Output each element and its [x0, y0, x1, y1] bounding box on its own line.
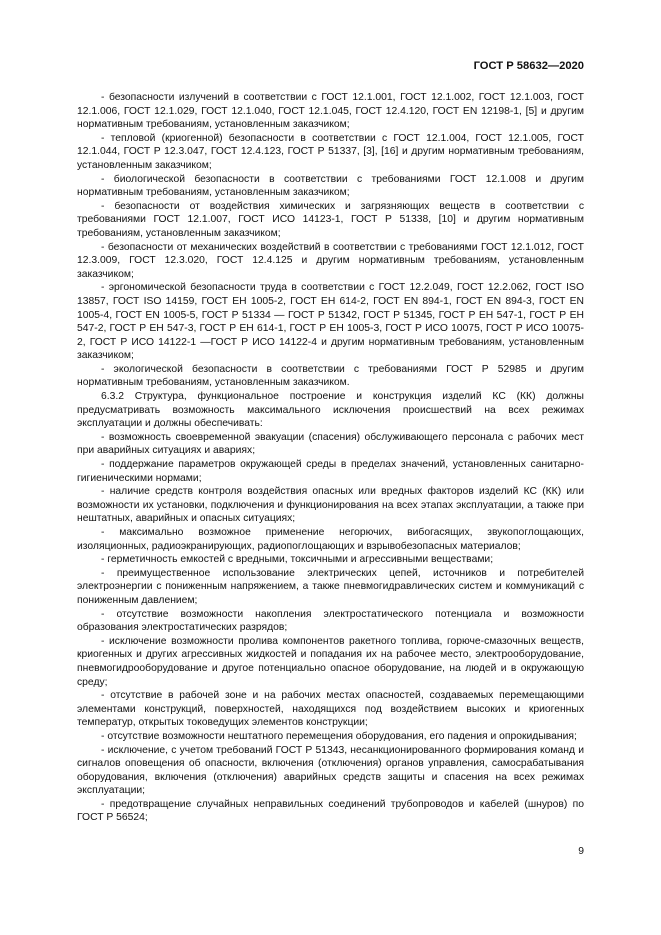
paragraph: - герметичность емкостей с вредными, токсичными и агрессивными веществами; [101, 554, 494, 566]
paragraph: - возможность своевременной эвакуации (спасения) обслуживающего персонала с рабочих мест при аварийных ситуациях и авариях; [77, 431, 584, 457]
paragraph: - безопасности от механических воздействий в соответствии с требованиями ГОСТ 12.1.012, ГОСТ 12.3.009, ГОСТ 12.3.020, ГОСТ 12.4.125 и другим нормативным требованиям, установленным заказчиком; [77, 241, 584, 280]
page-number: 9 [578, 846, 584, 857]
body-text [77, 91, 584, 825]
paragraph: - отсутствие возможности накопления электростатического потенциала и возможности образования электростатических разрядов; [77, 608, 584, 634]
paragraph: - отсутствие возможности нештатного перемещения оборудования, его падения и опрокидывания; [101, 730, 577, 742]
paragraph: - поддержание параметров окружающей среды в пределах значений, установленных санитарно-гигиеническими нормами; [77, 459, 584, 484]
paragraph: - тепловой (криогенной) безопасности в соответствии с ГОСТ 12.1.004, ГОСТ 12.1.005, ГОСТ 12.1.044, ГОСТ Р 12.3.047, ГОСТ 12.4.123, ГОСТ Р 51337, [3], [16] и другим нормативным требованиям, установленным заказчиком; [77, 132, 584, 171]
paragraph: - преимущественное использование электрических цепей, источников и потребителей электроэнергии с пониженным напряжением, а также пневмогидравлических систем и коммуникаций с пониженным давлением; [77, 567, 584, 606]
section-paragraph: 6.3.2 Структура, функциональное построение и конструкция изделий КС (КК) должны предусматривать возможность максимального исключения происшествий на всех режимах эксплуатации и должны обеспечивать: [77, 391, 584, 430]
paragraph: - безопасности от воздействия химических и загрязняющих веществ в соответствии с требованиями ГОСТ 12.1.007, ГОСТ ИСО 14123-1, ГОСТ Р 51338, [10] и другим нормативным требованиям, установленным заказчиком; [77, 200, 584, 239]
paragraph: - отсутствие в рабочей зоне и на рабочих местах опасностей, создаваемых перемещающими элементами конструкций, поверхностей, находящихся под воздействием высоких и криогенных температур, открытых токоведущих элементов конструкции; [77, 690, 584, 729]
paragraph: - наличие средств контроля воздействия опасных или вредных факторов изделий КС (КК) или возможности их установки, подключения и функционирования на всех этапах эксплуатации, а также при нештатных, аварийных и опасных ситуациях; [77, 486, 584, 525]
paragraph: - максимально возможное применение негорючих, вибогасящих, звукопоглощающих, изоляционных, радиоэкранирующих, радиопоглощающих и взрывобезопасных материалов; [77, 527, 584, 552]
paragraph: - исключение, с учетом требований ГОСТ Р 51343, несанкционированного формирования команд и сигналов оповещения об опасности, включения (отключения) органов управления, самосрабатывания оборудования, включения (отключения) аварийных средств защиты и спасения на всех режимах эксплуатации; [77, 744, 584, 797]
paragraph: - экологической безопасности в соответствии с требованиями ГОСТ Р 52985 и другим нормативным требованиям, установленным заказчиком. [77, 363, 584, 389]
paragraph: - исключение возможности пролива компонентов ракетного топлива, горюче-смазочных веществ, криогенных и других агрессивных жидкостей и попадания их на рабочее место, электрооборудование, пневмогидрооборудование и другое потенциально опасное оборудование, на людей и в окружающую среду; [77, 635, 584, 688]
document-id-header: ГОСТ Р 58632—2020 [473, 60, 584, 72]
paragraph: - эргономической безопасности труда в соответствии с ГОСТ 12.2.049, ГОСТ 12.2.062, ГОСТ ISO 13857, ГОСТ ISO 14159, ГОСТ ЕН 1005-2, ГОСТ ЕН 614-2, ГОСТ EN 894-1, ГОСТ EN 894-3, ГОСТ EN 1005-4, ГОСТ EN 1005-5, ГОСТ Р 51334 — ГОСТ Р 51342, ГОСТ Р 51345, ГОСТ Р ЕН 547-1, ГОСТ Р ЕН 547-2, ГОСТ Р ЕН 547-3, ГОСТ Р ЕН 614-1, ГОСТ Р ЕН 1005-3, ГОСТ Р ИСО 10075, ГОСТ Р ИСО 10075-2, ГОСТ Р ИСО 14122-1 —ГОСТ Р ИСО 14122-4 и другим нормативным требованиям, установленным заказчиком; [77, 282, 584, 362]
paragraph: - биологической безопасности в соответствии с требованиями ГОСТ 12.1.008 и другим нормативным требованиям, установленным заказчиком; [77, 173, 584, 199]
paragraph: - безопасности излучений в соответствии с ГОСТ 12.1.001, ГОСТ 12.1.002, ГОСТ 12.1.003, ГОСТ 12.1.006, ГОСТ 12.1.029, ГОСТ 12.1.040, ГОСТ 12.1.045, ГОСТ 12.4.120, ГОСТ EN 12198-1, [5] и другим нормативным требованиям, установленным заказчиком; [77, 92, 584, 131]
paragraph: - предотвращение случайных неправильных соединений трубопроводов и кабелей (шнуров) по ГОСТ Р 56524; [77, 798, 584, 824]
